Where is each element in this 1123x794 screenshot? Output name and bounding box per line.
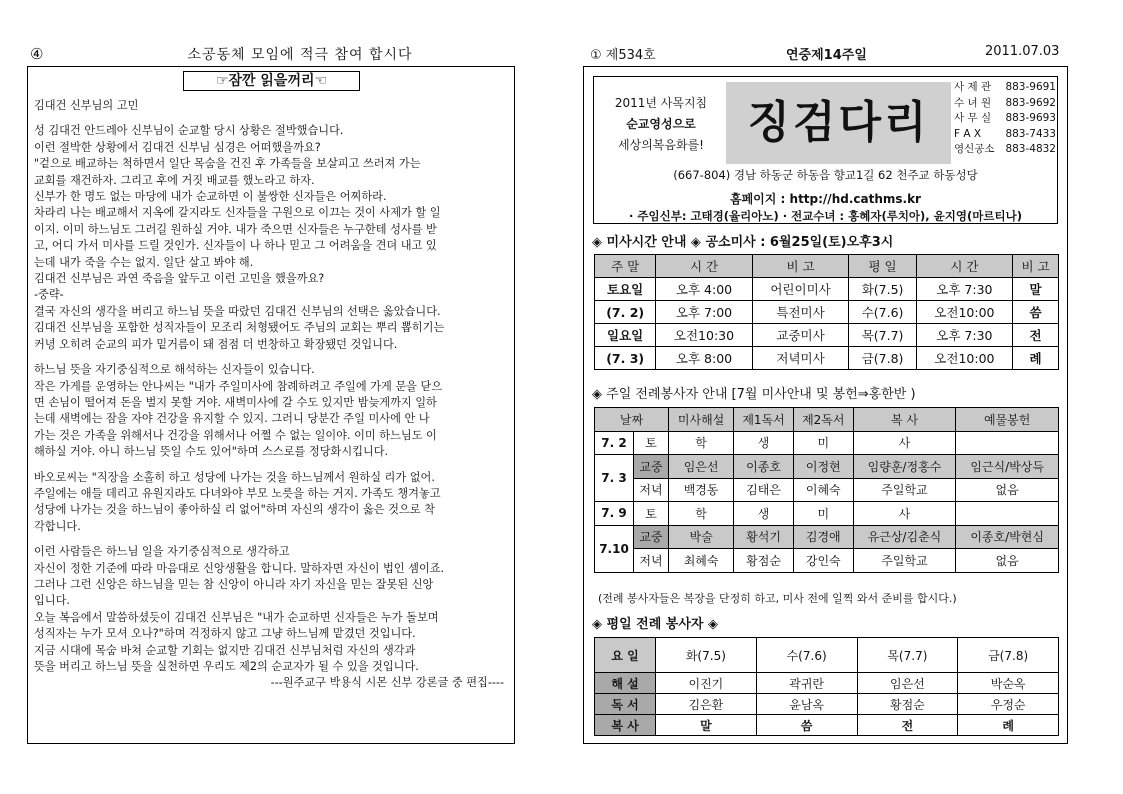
sunday-header-row bbox=[595, 408, 1059, 432]
contact-phone: 883-7433 bbox=[1005, 127, 1056, 140]
sunday-cell: 주일학교 bbox=[853, 549, 956, 573]
mass-row bbox=[595, 347, 1059, 370]
contact-label: 사 제 관 bbox=[954, 81, 992, 93]
contact-label: 수 녀 원 bbox=[954, 96, 992, 109]
text-line: 하느님 뜻을 자기중심적으로 해석하는 신자들이 있습니다. bbox=[34, 363, 315, 377]
sunday-cell: 이정현 bbox=[793, 455, 853, 479]
sunday-mass-type: 저녁 bbox=[634, 549, 669, 573]
sunday-date: 7. 9 bbox=[595, 502, 634, 526]
weekday-cell: 전 bbox=[857, 715, 958, 736]
reading-box bbox=[27, 66, 515, 744]
text-line: 자신이 정한 기준에 따라 마음대로 신앙생활을 합니다. 말하자면 자신이 법인 셈이죠. bbox=[34, 561, 445, 575]
sunday-cell: 생 bbox=[734, 502, 794, 526]
reading-body bbox=[34, 98, 510, 692]
weekday-time: 오전10:00 bbox=[916, 301, 1012, 324]
issue-date: 2011.07.03 bbox=[985, 44, 1060, 59]
mass-day: (7. 3) bbox=[595, 347, 656, 370]
weekday-cell: 요 일 bbox=[595, 638, 656, 673]
sunday-cell: 사 bbox=[853, 431, 956, 455]
weekday-server-row bbox=[595, 715, 1059, 736]
sunday-header: 제1독서 bbox=[734, 408, 794, 432]
weekday-cell: 박순옥 bbox=[958, 673, 1059, 694]
sunday-row bbox=[595, 549, 1059, 573]
weekday-cell: 윤남옥 bbox=[756, 694, 857, 715]
mass-header-row bbox=[595, 255, 1059, 278]
weekday-cell: 수(7.6) bbox=[756, 638, 857, 673]
bulletin-box bbox=[583, 66, 1068, 744]
sunday-cell: 미 bbox=[793, 502, 853, 526]
sunday-cell: 임량훈/정홍수 bbox=[853, 455, 956, 479]
sunday-cell: 이종호/박현심 bbox=[956, 525, 1059, 549]
reading-title: ☞잠깐 읽을꺼리☜ bbox=[183, 71, 360, 91]
weekday-days-row bbox=[595, 638, 1059, 673]
mass-day: 토요일 bbox=[595, 278, 656, 301]
text-line: 각합니다. bbox=[34, 519, 81, 533]
weekday-note: 례 bbox=[1013, 347, 1059, 370]
weekday-cell: 금(7.8) bbox=[958, 638, 1059, 673]
mass-row bbox=[595, 278, 1059, 301]
weekday-cell: 독 서 bbox=[595, 694, 656, 715]
text-line: 성 김대건 안드레아 신부님이 순교할 당시 상황은 절박했습니다. bbox=[34, 124, 344, 138]
mass-header: 비 고 bbox=[1013, 255, 1059, 278]
issue-number: ① 제534호 bbox=[590, 48, 656, 63]
weekday-cell: 김은환 bbox=[656, 694, 757, 715]
text-line: 면 손님이 떨어져 돈을 벌지 못할 거야. 새벽미사에 갈 수도 있지만 밤늦게까지 일하 bbox=[34, 395, 437, 409]
mass-row bbox=[595, 301, 1059, 324]
masthead bbox=[593, 76, 1058, 224]
text-line: 이지. 이미 하느님도 그러길 원하실 거야. 내가 죽으면 신자들은 누구한테 성사를 받 bbox=[34, 222, 437, 236]
sunday-cell: 없음 bbox=[956, 549, 1059, 573]
weekday-cell: 이진기 bbox=[656, 673, 757, 694]
text-line: -중략- bbox=[34, 288, 64, 302]
sunday-cell: 강인숙 bbox=[793, 549, 853, 573]
weekday-cell: 씀 bbox=[756, 715, 857, 736]
weekday-cell: 례 bbox=[958, 715, 1059, 736]
sunday-mass-type: 토 bbox=[634, 431, 669, 455]
mass-day: (7. 2) bbox=[595, 301, 656, 324]
mass-schedule-table bbox=[594, 254, 1059, 370]
mass-header: 시 간 bbox=[916, 255, 1012, 278]
motto-line-3: 세상의복음화를! bbox=[618, 138, 704, 152]
text-line: 해하실 거야. 아니 하느님 뜻일 수도 있어"하며 스스로를 정당화시킵니다. bbox=[34, 445, 389, 459]
weekday-reading-row bbox=[595, 694, 1059, 715]
sunday-header: 복 사 bbox=[853, 408, 956, 432]
text-line: 김대건 신부님의 고민 bbox=[34, 99, 139, 112]
mass-time: 오후 7:00 bbox=[656, 301, 752, 324]
church-address: (667-804) 경남 하동군 하동읍 향교1길 62 천주교 하동성당 bbox=[673, 168, 978, 182]
weekday-servers-title: ◈ 평일 전례 봉사자 ◈ bbox=[592, 617, 719, 632]
text-line: 김대건 신부님은 과연 죽음을 앞두고 이런 고민을 했을까요? bbox=[34, 272, 325, 286]
weekday-cell: 말 bbox=[656, 715, 757, 736]
sunday-cell: 김경애 bbox=[793, 525, 853, 549]
weekday-day: 금(7.8) bbox=[849, 347, 916, 370]
sunday-cell: 학 bbox=[669, 431, 734, 455]
paragraph-gap bbox=[34, 461, 510, 470]
weekday-cell: 복 사 bbox=[595, 715, 656, 736]
weekday-cell: 해 설 bbox=[595, 673, 656, 694]
text-line: 작은 가게를 운영하는 안나씨는 "내가 주일미사에 참례하려고 주일에 가게 문을 닫으 bbox=[34, 379, 443, 393]
weekday-cell: 임은선 bbox=[857, 673, 958, 694]
contact-phone: 883-4832 bbox=[1005, 143, 1056, 156]
text-line: 는데 내가 죽을 수는 없지. 일단 살고 봐야 해. bbox=[34, 255, 254, 269]
mass-schedule-title: ◈ 미사시간 안내 ◈ 공소미사 : 6월25일(토)오후3시 bbox=[592, 235, 894, 250]
mass-header: 비 고 bbox=[752, 255, 849, 278]
contact-phone: 883-9693 bbox=[1005, 112, 1056, 125]
sunday-cell: 사 bbox=[853, 502, 956, 526]
weekday-cell: 화(7.5) bbox=[656, 638, 757, 673]
bulletin-logo: 징검다리 bbox=[726, 82, 951, 164]
sunday-cell: 유근상/김춘식 bbox=[853, 525, 956, 549]
contact-row bbox=[954, 142, 1056, 158]
contact-row bbox=[954, 111, 1056, 127]
weekday-cell: 황점순 bbox=[857, 694, 958, 715]
weekday-time: 오후 7:30 bbox=[916, 324, 1012, 347]
mass-time: 오후 4:00 bbox=[656, 278, 752, 301]
weekday-day: 화(7.5) bbox=[849, 278, 916, 301]
sunday-cell: 임근식/박상득 bbox=[956, 455, 1059, 479]
text-line: 고, 어디 가서 미사를 드릴 것인가. 신자들이 나 하나 믿고 그 어려움을 견뎌 내고 있 bbox=[34, 239, 437, 253]
contact-phone: 883-9691 bbox=[1005, 81, 1056, 93]
sunday-row bbox=[595, 455, 1059, 479]
text-line: 결국 자신의 생각을 버리고 하느님 뜻을 따랐던 김대건 신부님의 선택은 옳았습니다. bbox=[34, 304, 441, 318]
text-line: 는데 새벽에는 잠을 자야 건강을 유지할 수 있지. 그러니 당분간 주일 미사에 안 나 bbox=[34, 412, 430, 426]
paragraph-gap bbox=[34, 535, 510, 544]
contact-label: 사 무 실 bbox=[954, 112, 992, 125]
signature: ---원주교구 박용식 시몬 신부 강론글 중 편집---- bbox=[270, 676, 504, 690]
weekday-commentary-row bbox=[595, 673, 1059, 694]
mass-note: 저녁미사 bbox=[752, 347, 849, 370]
mass-time: 오전10:30 bbox=[656, 324, 752, 347]
sunday-row bbox=[595, 478, 1059, 502]
text-line: 커녕 오히려 순교의 피가 밑거름이 돼 점점 더 번창하고 확장됐던 것입니다. bbox=[34, 337, 398, 351]
sunday-cell: 없음 bbox=[956, 478, 1059, 502]
liturgical-week: 연중제14주일 bbox=[786, 48, 867, 63]
page-number-left: ④ bbox=[30, 45, 44, 63]
sunday-mass-type: 저녁 bbox=[634, 478, 669, 502]
weekday-day: 수(7.6) bbox=[849, 301, 916, 324]
weekday-note: 전 bbox=[1013, 324, 1059, 347]
mass-note: 교중미사 bbox=[752, 324, 849, 347]
sunday-cell: 백경동 bbox=[669, 478, 734, 502]
text-line: 이런 절박한 상황에서 김대건 신부님 심경은 어떠했을까요? bbox=[34, 140, 321, 154]
sunday-cell: 김태은 bbox=[734, 478, 794, 502]
weekday-cell: 목(7.7) bbox=[857, 638, 958, 673]
sunday-servers-table bbox=[594, 407, 1059, 573]
contact-phone: 883-9692 bbox=[1005, 96, 1056, 109]
text-line: 입니다. bbox=[34, 594, 70, 608]
sunday-mass-type: 교중 bbox=[634, 455, 669, 479]
servers-note: (전례 봉사자들은 복장을 단정히 하고, 미사 전에 일찍 와서 준비를 합시다.) bbox=[598, 592, 957, 605]
sunday-mass-type: 토 bbox=[634, 502, 669, 526]
sunday-header: 미사해설 bbox=[669, 408, 734, 432]
text-line: 가는 것은 가족을 위해서나 건강을 위해서나 어쩔 수 없는 일이야. 이미 하느님도 이 bbox=[34, 428, 437, 442]
mass-header: 시 간 bbox=[656, 255, 752, 278]
text-line: 교회를 재건하자. 그리고 후에 거짓 배교를 했노라고 하자. bbox=[34, 173, 315, 187]
text-line: 이런 사람들은 하느님 일을 자기중심적으로 생각하고 bbox=[34, 545, 290, 559]
contact-list bbox=[954, 80, 1056, 158]
mass-header: 평 일 bbox=[849, 255, 916, 278]
mass-row bbox=[595, 324, 1059, 347]
text-line: 그러나 그런 신앙은 하느님을 믿는 참 신앙이 아니라 자기 자신을 믿는 잘못된 신앙 bbox=[34, 577, 434, 591]
sunday-cell: 학 bbox=[669, 502, 734, 526]
homepage-link[interactable]: 홈페이지 : http://hd.cathms.kr bbox=[730, 192, 921, 206]
mass-note: 특전미사 bbox=[752, 301, 849, 324]
text-line: "겉으로 배교하는 척하면서 일단 목숨을 건진 후 가족들을 보살피고 쓰러져 가는 bbox=[34, 157, 421, 171]
weekday-servers-table bbox=[594, 637, 1059, 736]
sunday-servers-title: ◈ 주일 전례봉사자 안내 [7월 미사안내 및 봉헌⇒홍한반 ) bbox=[592, 387, 916, 402]
text-line: 오늘 복음에서 말씀하셨듯이 김대건 신부님은 "내가 순교하면 신자들은 누가 돌보며 bbox=[34, 610, 439, 624]
text-line: 성당에 나가는 것을 하느님이 좋아하실 리 없어"하며 자신의 생각이 옳은 것으로 착 bbox=[34, 503, 435, 517]
contact-row bbox=[954, 96, 1056, 112]
text-line: 성직자는 누가 모셔 오나?"하며 걱정하지 않고 그냥 하느님께 맡겼던 것입니다. bbox=[34, 627, 416, 641]
text-line: 차라리 나는 배교해서 지옥에 갈지라도 신자들을 구원으로 이끄는 것이 사제가 할 일 bbox=[34, 206, 441, 220]
weekday-time: 오후 7:30 bbox=[916, 278, 1012, 301]
sunday-header: 날짜 bbox=[595, 408, 669, 432]
page-header-left: 소공동체 모임에 적극 참여 합시다 bbox=[187, 47, 413, 63]
sunday-cell: 생 bbox=[734, 431, 794, 455]
text-line: 뜻을 버리고 하느님 뜻을 실천하면 우리도 제2의 순교자가 될 수 있을 것입니다. bbox=[34, 660, 419, 673]
sunday-cell: 황석기 bbox=[734, 525, 794, 549]
sunday-cell bbox=[956, 431, 1059, 455]
weekday-cell: 우정순 bbox=[958, 694, 1059, 715]
motto-line-1: 2011년 사목지침 bbox=[614, 96, 708, 110]
paragraph-gap bbox=[34, 114, 510, 123]
staff-line: · 주임신부: 고태경(율리아노) · 전교수녀 : 홍혜자(루치아), 윤지영(마르티나) bbox=[629, 209, 1022, 223]
text-line: 주일에는 애들 데리고 유원지라도 다녀와야 부모 노릇을 하는 거지. 가족도 챙겨놓고 bbox=[34, 486, 441, 500]
weekday-day: 목(7.7) bbox=[849, 324, 916, 347]
sunday-cell: 미 bbox=[793, 431, 853, 455]
sunday-cell: 임은선 bbox=[669, 455, 734, 479]
weekday-cell: 곽귀란 bbox=[756, 673, 857, 694]
contact-label: F A X bbox=[954, 127, 982, 140]
sunday-date: 7. 2 bbox=[595, 431, 634, 455]
mass-day: 일요일 bbox=[595, 324, 656, 347]
sunday-cell: 주일학교 bbox=[853, 478, 956, 502]
sunday-mass-type: 교중 bbox=[634, 525, 669, 549]
text-line: 바오로씨는 "직장을 소홀히 하고 성당에 나가는 것을 하느님께서 원하실 리가 없어. bbox=[34, 470, 435, 484]
contact-label: 영신공소 bbox=[954, 143, 995, 156]
mass-note: 어린이미사 bbox=[752, 278, 849, 301]
sunday-row bbox=[595, 525, 1059, 549]
sunday-header: 제2독서 bbox=[793, 408, 853, 432]
sunday-row bbox=[595, 502, 1059, 526]
sunday-cell: 이종호 bbox=[734, 455, 794, 479]
motto-line-2: 순교영성으로 bbox=[626, 117, 696, 131]
sunday-cell: 황점순 bbox=[734, 549, 794, 573]
sunday-date: 7. 3 bbox=[595, 455, 634, 502]
weekday-time: 오전10:00 bbox=[916, 347, 1012, 370]
weekday-note: 씀 bbox=[1013, 301, 1059, 324]
mass-time: 오후 8:00 bbox=[656, 347, 752, 370]
sunday-header: 예물봉헌 bbox=[956, 408, 1059, 432]
sunday-cell bbox=[956, 502, 1059, 526]
paragraph-gap bbox=[34, 353, 510, 362]
sunday-cell: 이혜숙 bbox=[793, 478, 853, 502]
weekday-note: 말 bbox=[1013, 278, 1059, 301]
text-line: 김대건 신부님을 포함한 성직자들이 모조리 처형됐어도 주님의 교회는 뿌리 뽑히기는 bbox=[34, 321, 445, 335]
contact-row bbox=[954, 127, 1056, 143]
text-line: 지금 시대에 목숨 바쳐 순교할 기회는 없지만 김대건 신부님처럼 자신의 생각과 bbox=[34, 643, 416, 657]
mass-header: 주 말 bbox=[595, 255, 656, 278]
pastoral-motto bbox=[600, 93, 722, 156]
text-line: 신부가 한 명도 없는 마당에 내가 순교하면 이 불쌍한 신자들은 어찌하라. bbox=[34, 190, 387, 204]
sunday-cell: 최혜숙 bbox=[669, 549, 734, 573]
contact-row bbox=[954, 80, 1056, 96]
sunday-cell: 박술 bbox=[669, 525, 734, 549]
sunday-date: 7.10 bbox=[595, 525, 634, 572]
sunday-row bbox=[595, 431, 1059, 455]
